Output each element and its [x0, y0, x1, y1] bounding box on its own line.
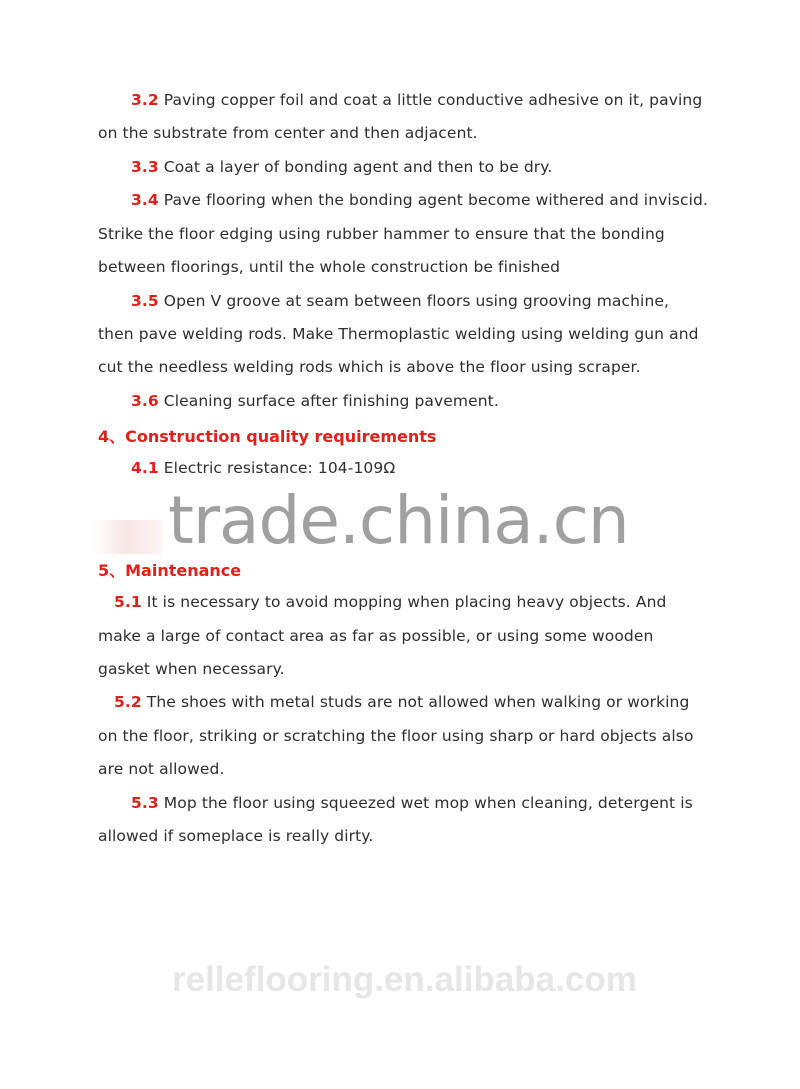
section-number: 3.6 — [131, 392, 159, 410]
paragraph-5-3-line-1 — [131, 793, 693, 813]
paragraph-5-2-line-2: on the floor, striking or scratching the floor using sharp or hard objects also — [98, 727, 694, 745]
paragraph-5-2-line-1 — [114, 692, 689, 712]
paragraph-5-1-line-3: gasket when necessary. — [98, 660, 285, 678]
paragraph-5-1-line-2: make a large of contact area as far as possible, or using some wooden — [98, 627, 654, 645]
section-number: 3.2 — [131, 91, 159, 109]
paragraph-5-1-line-1 — [114, 592, 666, 612]
paragraph-text: Pave flooring when the bonding agent become withered and inviscid. — [158, 191, 708, 209]
section-number: 3.4 — [131, 191, 159, 209]
paragraph-text: Open V groove at seam between floors using grooving machine, — [158, 292, 670, 310]
paragraph-3-5-line-2: then pave welding rods. Make Thermoplastic welding using welding gun and — [98, 325, 699, 343]
paragraph-text: Paving copper foil and coat a little conductive adhesive on it, paving — [158, 91, 703, 109]
section-number: 3.3 — [131, 158, 159, 176]
watermark-smudge — [92, 520, 162, 554]
paragraph-5-2-line-3: are not allowed. — [98, 760, 225, 778]
paragraph-text: Coat a layer of bonding agent and then to be dry. — [158, 158, 553, 176]
paragraph-text: Electric resistance: 104-109Ω — [158, 459, 396, 477]
section-number: 5.3 — [131, 794, 159, 812]
section-number: 5.1 — [114, 593, 142, 611]
paragraph-3-4-line-1 — [131, 190, 708, 210]
paragraph-4-1-line-1 — [131, 458, 395, 478]
section-heading-4: 4、Construction quality requirements — [98, 427, 437, 446]
section-heading-5: 5、Maintenance — [98, 561, 242, 580]
paragraph-text: Mop the floor using squeezed wet mop when cleaning, detergent is — [158, 794, 693, 812]
paragraph-3-6-line-1 — [131, 391, 499, 411]
paragraph-3-5-line-3: cut the needless welding rods which is above the floor using scraper. — [98, 358, 641, 376]
trade-china-watermark: trade.china.cn — [168, 482, 629, 559]
paragraph-text: Cleaning surface after finishing pavement. — [158, 392, 499, 410]
paragraph-text: It is necessary to avoid mopping when placing heavy objects. And — [141, 593, 667, 611]
paragraph-3-4-line-3: between floorings, until the whole construction be finished — [98, 258, 561, 276]
alibaba-store-watermark: relleflooring.en.alibaba.com — [172, 960, 637, 999]
section-number: 3.5 — [131, 292, 159, 310]
paragraph-3-3-line-1 — [131, 157, 552, 177]
paragraph-3-4-line-2: Strike the floor edging using rubber hammer to ensure that the bonding — [98, 225, 665, 243]
section-number: 4.1 — [131, 459, 159, 477]
paragraph-text: The shoes with metal studs are not allowed when walking or working — [141, 693, 690, 711]
paragraph-3-5-line-1 — [131, 291, 669, 311]
paragraph-5-3-line-2: allowed if someplace is really dirty. — [98, 827, 374, 845]
section-number: 5.2 — [114, 693, 142, 711]
paragraph-3-2-line-2: on the substrate from center and then adjacent. — [98, 124, 478, 142]
paragraph-3-2-line-1 — [131, 90, 702, 110]
